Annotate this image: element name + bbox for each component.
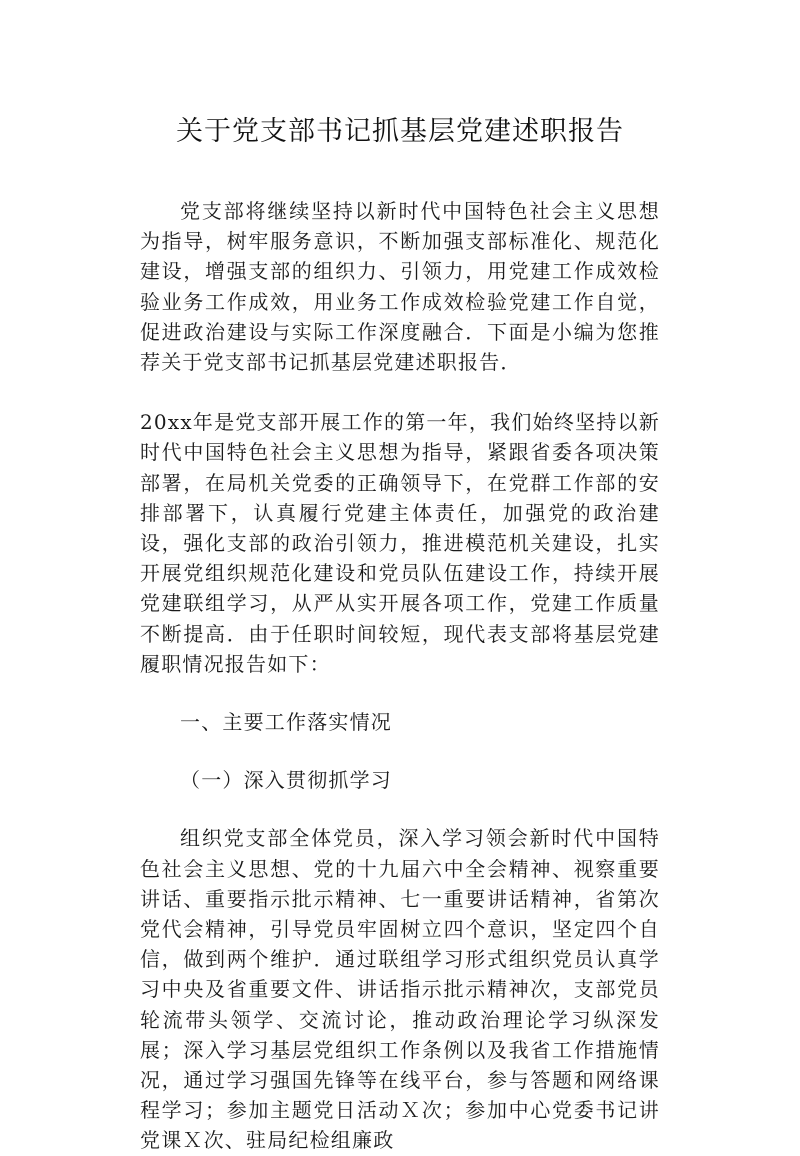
subsection-heading-1: （一）深入贯彻抓学习 [180,768,392,793]
body-paragraph-2: 20xx年是党支部开展工作的第一年，我们始终坚持以新时代中国特色社会主义思想为指导，紧跟省委各项决策部署，在局机关党委的正确领导下，在党群工作部的安排部署下，认真履行党建主体责任，加强党的政治建设，强化支部的政治引领力，推进模范机关建设，扎实开展党组织规范化建设和党员队伍建设工作，持续开展党建联组学习，从严从实开展各项工作，党建工作质量不断提高．由于任职时间较短，现代表支部将基层党建履职情况报告如下： [140,410,660,676]
section-heading-1: 一、主要工作落实情况 [180,710,392,735]
document-title: 关于党支部书记抓基层党建述职报告 [176,116,624,147]
paragraph-spacer [140,795,660,823]
body-paragraph-3: 组织党支部全体党员，深入学习领会新时代中国特色社会主义思想、党的十九届六中全会精神、视察重要讲话、重要指示批示精神、七一重要讲话精神，省第次党代会精神，引导党员牢固树立四个意识，坚定四个自信，做到两个维护．通过联组学习形式组织党员认真学习中央及省重要文件、讲话指示批示精神次，支部党员轮流带头领学、交流讨论，推动政治理论学习纵深发展；深入学习基层党组织工作条例以及我省工作措施情况，通过学习强国先锋等在线平台，参与答题和网络课程学习；参加主题党日活动Ｘ次；参加中心党委书记讲党课Ｘ次、驻局纪检组廉政 [140,826,660,1153]
paragraph-spacer [140,737,660,765]
paragraph-spacer [140,679,660,707]
intro-paragraph: 党支部将继续坚持以新时代中国特色社会主义思想为指导，树牢服务意识，不断加强支部标准化、规范化建设，增强支部的组织力、引领力，用党建工作成效检验业务工作成效，用业务工作成效检验党建工作自觉，促进政治建设与实际工作深度融合．下面是小编为您推荐关于党支部书记抓基层党建述职报告． [140,199,660,375]
paragraph-spacer [140,377,660,407]
